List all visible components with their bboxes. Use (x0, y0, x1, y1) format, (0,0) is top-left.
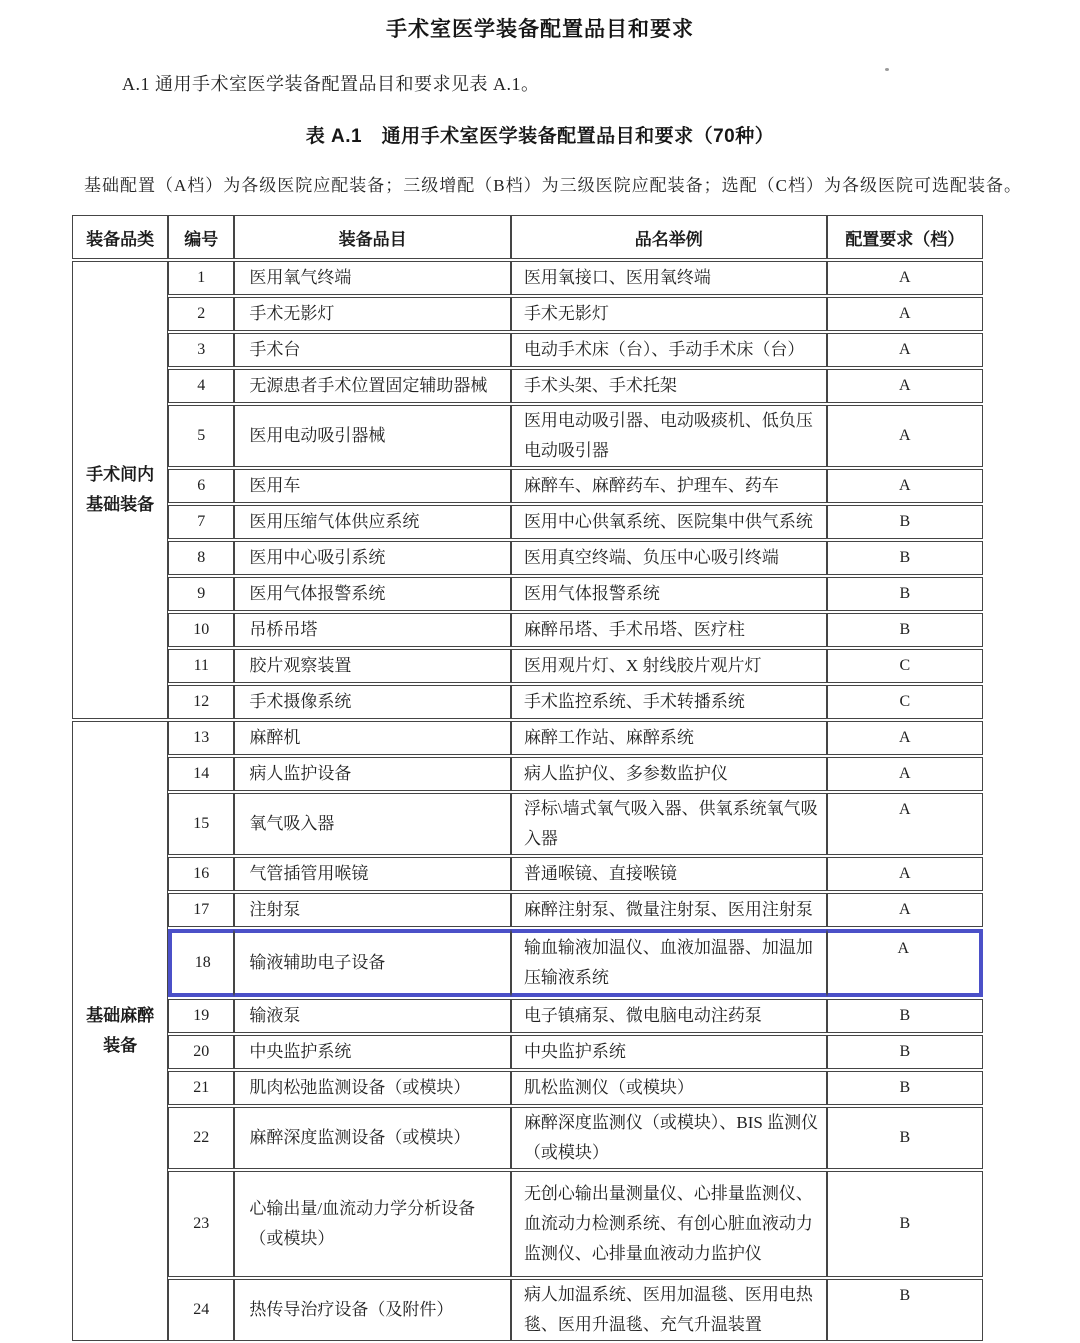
item-cell: 医用车 (234, 469, 511, 503)
table-row (72, 577, 983, 611)
item-cell: 医用氧气终端 (234, 261, 511, 295)
grade-cell: B (827, 1279, 983, 1341)
table-row (72, 929, 983, 997)
page-title: 手术室医学装备配置品目和要求 (386, 18, 694, 41)
table-row (72, 757, 983, 791)
category-cell (72, 261, 168, 719)
row-number-cell: 12 (168, 685, 234, 719)
row-number-cell: 19 (168, 999, 234, 1033)
table-row (72, 369, 983, 403)
examples-cell: 麻醉注射泵、微量注射泵、医用注射泵 (511, 893, 827, 927)
item-cell: 麻醉深度监测设备（或模块） (234, 1107, 511, 1169)
examples-cell: 输血输液加温仪、血液加温器、加温加压输液系统 (511, 929, 827, 997)
item-cell: 输液泵 (234, 999, 511, 1033)
examples-cell: 病人监护仪、多参数监护仪 (511, 757, 827, 791)
scan-speck (885, 68, 889, 71)
category-label-line: 基础麻醉 (86, 1006, 155, 1025)
table-row (72, 1171, 983, 1277)
table-row (72, 297, 983, 331)
item-cell: 热传导治疗设备（及附件） (234, 1279, 511, 1341)
header-examples: 品名举例 (511, 215, 827, 259)
examples-cell: 中央监护系统 (511, 1035, 827, 1069)
row-number-cell: 6 (168, 469, 234, 503)
grade-cell: B (827, 541, 983, 575)
item-cell: 气管插管用喉镜 (234, 857, 511, 891)
table-row (72, 541, 983, 575)
row-number-cell: 11 (168, 649, 234, 683)
header-item: 装备品目 (234, 215, 511, 259)
table-row (72, 505, 983, 539)
table-row (72, 333, 983, 367)
item-cell: 手术台 (234, 333, 511, 367)
examples-cell: 手术无影灯 (511, 297, 827, 331)
examples-cell: 手术头架、手术托架 (511, 369, 827, 403)
row-number-cell: 17 (168, 893, 234, 927)
examples-cell: 医用气体报警系统 (511, 577, 827, 611)
row-number-cell: 3 (168, 333, 234, 367)
table-row (72, 685, 983, 719)
equipment-table (72, 213, 983, 1343)
row-number-cell: 14 (168, 757, 234, 791)
examples-cell: 医用真空终端、负压中心吸引终端 (511, 541, 827, 575)
grade-cell: A (827, 369, 983, 403)
category-label-line: 基础装备 (86, 495, 155, 514)
table-row (72, 1279, 983, 1341)
examples-cell: 麻醉深度监测仪（或模块）、BIS 监测仪（或模块） (511, 1107, 827, 1169)
examples-cell: 浮标\墙式氧气吸入器、供氧系统氧气吸入器 (511, 793, 827, 855)
table-row (72, 261, 983, 295)
row-number-cell: 8 (168, 541, 234, 575)
row-number-cell: 9 (168, 577, 234, 611)
grade-cell: A (827, 721, 983, 755)
item-cell: 心输出量/血流动力学分析设备（或模块） (234, 1171, 511, 1277)
grade-cell: A (827, 857, 983, 891)
table-header-row (72, 215, 983, 259)
grade-cell: B (827, 577, 983, 611)
row-number-cell: 24 (168, 1279, 234, 1341)
grade-cell: B (827, 999, 983, 1033)
examples-cell: 无创心输出量测量仪、心排量监测仪、血流动力检测系统、有创心脏血液动力监测仪、心排量血液动力监护仪 (511, 1171, 827, 1277)
item-cell: 麻醉机 (234, 721, 511, 755)
grade-cell: A (827, 793, 983, 855)
table-row (72, 469, 983, 503)
item-cell: 医用压缩气体供应系统 (234, 505, 511, 539)
examples-cell: 医用观片灯、X 射线胶片观片灯 (511, 649, 827, 683)
category-label-line: 手术间内 (86, 465, 155, 484)
table-caption: 表 A.1 通用手术室医学装备配置品目和要求（70种） (305, 126, 775, 147)
grade-cell: B (827, 1107, 983, 1169)
row-number-cell: 10 (168, 613, 234, 647)
grade-cell: A (827, 757, 983, 791)
category-cell (72, 721, 168, 1341)
examples-cell: 麻醉车、麻醉药车、护理车、药车 (511, 469, 827, 503)
category-label-line: 装备 (103, 1036, 138, 1055)
item-cell: 注射泵 (234, 893, 511, 927)
grade-cell: B (827, 613, 983, 647)
table-row (72, 613, 983, 647)
table-row (72, 793, 983, 855)
table-row (72, 999, 983, 1033)
grade-cell: A (827, 893, 983, 927)
examples-cell: 肌松监测仪（或模块） (511, 1071, 827, 1105)
table-row (72, 893, 983, 927)
item-cell: 胶片观察装置 (234, 649, 511, 683)
table-row (72, 721, 983, 755)
examples-cell: 普通喉镜、直接喉镜 (511, 857, 827, 891)
examples-cell: 麻醉工作站、麻醉系统 (511, 721, 827, 755)
row-number-cell: 23 (168, 1171, 234, 1277)
examples-cell: 麻醉吊塔、手术吊塔、医疗柱 (511, 613, 827, 647)
item-cell: 手术无影灯 (234, 297, 511, 331)
header-number: 编号 (168, 215, 234, 259)
examples-cell: 电子镇痛泵、微电脑电动注药泵 (511, 999, 827, 1033)
intro-paragraph: A.1 通用手术室医学装备配置品目和要求见表 A.1。 (122, 74, 540, 94)
grade-cell: B (827, 1171, 983, 1277)
grade-cell: A (827, 469, 983, 503)
examples-cell: 医用中心供氧系统、医院集中供气系统 (511, 505, 827, 539)
grade-cell: A (827, 297, 983, 331)
equipment-table-body (72, 261, 983, 1341)
item-cell: 手术摄像系统 (234, 685, 511, 719)
table-row (72, 649, 983, 683)
item-cell: 病人监护设备 (234, 757, 511, 791)
config-note: 基础配置（A档）为各级医院应配装备；三级增配（B档）为三级医院应配装备；选配（C档）为各级医院可选配装备。 (84, 176, 1022, 195)
header-equipment-category: 装备品类 (72, 215, 168, 259)
examples-cell: 医用氧接口、医用氧终端 (511, 261, 827, 295)
item-cell: 肌肉松弛监测设备（或模块） (234, 1071, 511, 1105)
grade-cell: A (827, 333, 983, 367)
table-row (72, 857, 983, 891)
row-number-cell: 5 (168, 405, 234, 467)
item-cell: 无源患者手术位置固定辅助器械 (234, 369, 511, 403)
item-cell: 中央监护系统 (234, 1035, 511, 1069)
grade-cell: C (827, 685, 983, 719)
row-number-cell: 7 (168, 505, 234, 539)
table-row (72, 1071, 983, 1105)
examples-cell: 医用电动吸引器、电动吸痰机、低负压电动吸引器 (511, 405, 827, 467)
row-number-cell: 1 (168, 261, 234, 295)
row-number-cell: 4 (168, 369, 234, 403)
row-number-cell: 18 (168, 929, 234, 997)
grade-cell: B (827, 1035, 983, 1069)
item-cell: 氧气吸入器 (234, 793, 511, 855)
grade-cell: A (827, 929, 983, 997)
grade-cell: B (827, 1071, 983, 1105)
grade-cell: A (827, 261, 983, 295)
item-cell: 输液辅助电子设备 (234, 929, 511, 997)
item-cell: 医用气体报警系统 (234, 577, 511, 611)
item-cell: 医用中心吸引系统 (234, 541, 511, 575)
grade-cell: C (827, 649, 983, 683)
row-number-cell: 20 (168, 1035, 234, 1069)
table-row (72, 1107, 983, 1169)
grade-cell: A (827, 405, 983, 467)
row-number-cell: 13 (168, 721, 234, 755)
row-number-cell: 2 (168, 297, 234, 331)
table-row (72, 1035, 983, 1069)
row-number-cell: 15 (168, 793, 234, 855)
table-row (72, 405, 983, 467)
grade-cell: B (827, 505, 983, 539)
row-number-cell: 21 (168, 1071, 234, 1105)
item-cell: 医用电动吸引器械 (234, 405, 511, 467)
header-grade: 配置要求（档） (827, 215, 983, 259)
row-number-cell: 16 (168, 857, 234, 891)
examples-cell: 手术监控系统、手术转播系统 (511, 685, 827, 719)
item-cell: 吊桥吊塔 (234, 613, 511, 647)
row-number-cell: 22 (168, 1107, 234, 1169)
examples-cell: 电动手术床（台）、手动手术床（台） (511, 333, 827, 367)
examples-cell: 病人加温系统、医用加温毯、医用电热毯、医用升温毯、充气升温装置 (511, 1279, 827, 1341)
